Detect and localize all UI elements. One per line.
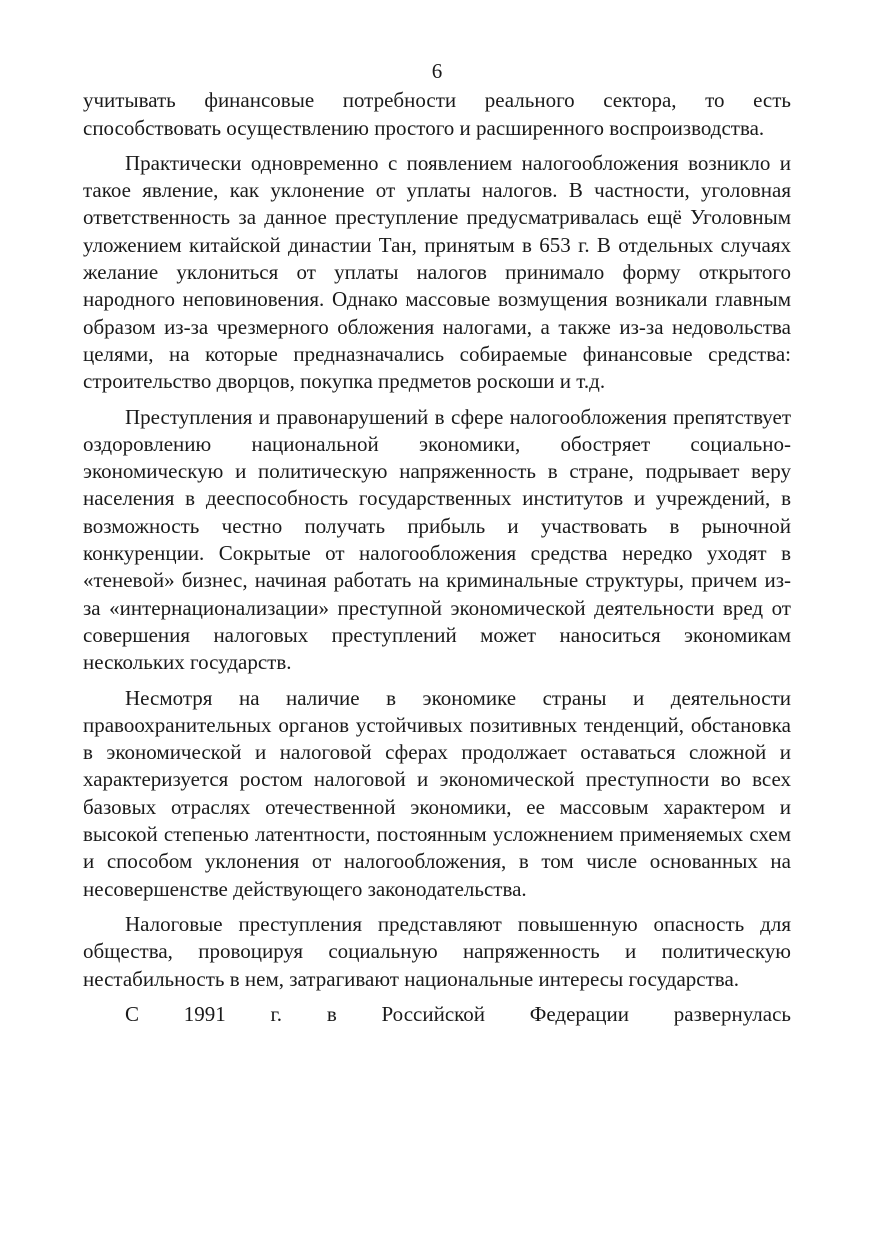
paragraph-tax-evasion-history: Практически одновременно с появлением налогообложения возникло и такое явление, как уклонение от уплаты налогов. В частности, уголовная ответственность за данное преступление предусматривалась ещё Уголовным уложением китайской династии Тан, принятым в 653 г. В отдельных случаях желание уклониться от уплаты налогов принимало форму открытого народного неповиновения. Однако массовые возмущения возникали главным образом из-за чрезмерного обложения налогами, а также из-за недовольства целями, на которые предназначались собираемые финансовые средства: строительство дворцов, покупка предметов роскоши и т.д. [83, 150, 791, 394]
paragraph-continuation: учитывать финансовые потребности реального сектора, то есть способствовать осуществлению простого и расширенного воспроизводства. [83, 88, 791, 140]
paragraph-economic-situation: Несмотря на наличие в экономике страны и деятельности правоохранительных органов устойчивых позитивных тенденций, обстановка в экономической и налоговой сферах продолжает оставаться сложной и характеризуется ростом налоговой и экономической преступности во всех базовых отраслях отечественной экономики, ее массовым характером и высокой степенью латентности, постоянным усложнением применяемых схем и способом уклонения от налогообложения, в том числе основанных на несовершенстве действующего законодательства. [83, 685, 791, 901]
document-page [83, 58, 791, 1036]
paragraph-since-1991: С 1991 г. в Российской Федерации развернулась [125, 1001, 791, 1026]
paragraph-public-danger: Налоговые преступления представляют повышенную опасность для общества, провоцируя социальную напряженность и политическую нестабильность в нем, затрагивают национальные интересы государства. [83, 911, 791, 991]
paragraph-tax-crimes-impact: Преступления и правонарушений в сфере налогообложения препятствует оздоровлению национальной экономики, обостряет социально-экономическую и политическую напряженность в стране, подрывает веру населения в дееспособность государственных институтов и учреждений, в возможность честно получать прибыль и участвовать в рыночной конкуренции. Сокрытые от налогообложения средства нередко уходят в «теневой» бизнес, начиная работать на криминальные структуры, причем из-за «интернационализации» преступной экономической деятельности вред от совершения налоговых преступлений может наноситься экономикам нескольких государств. [83, 404, 791, 675]
page-number: 6 [431, 59, 443, 83]
